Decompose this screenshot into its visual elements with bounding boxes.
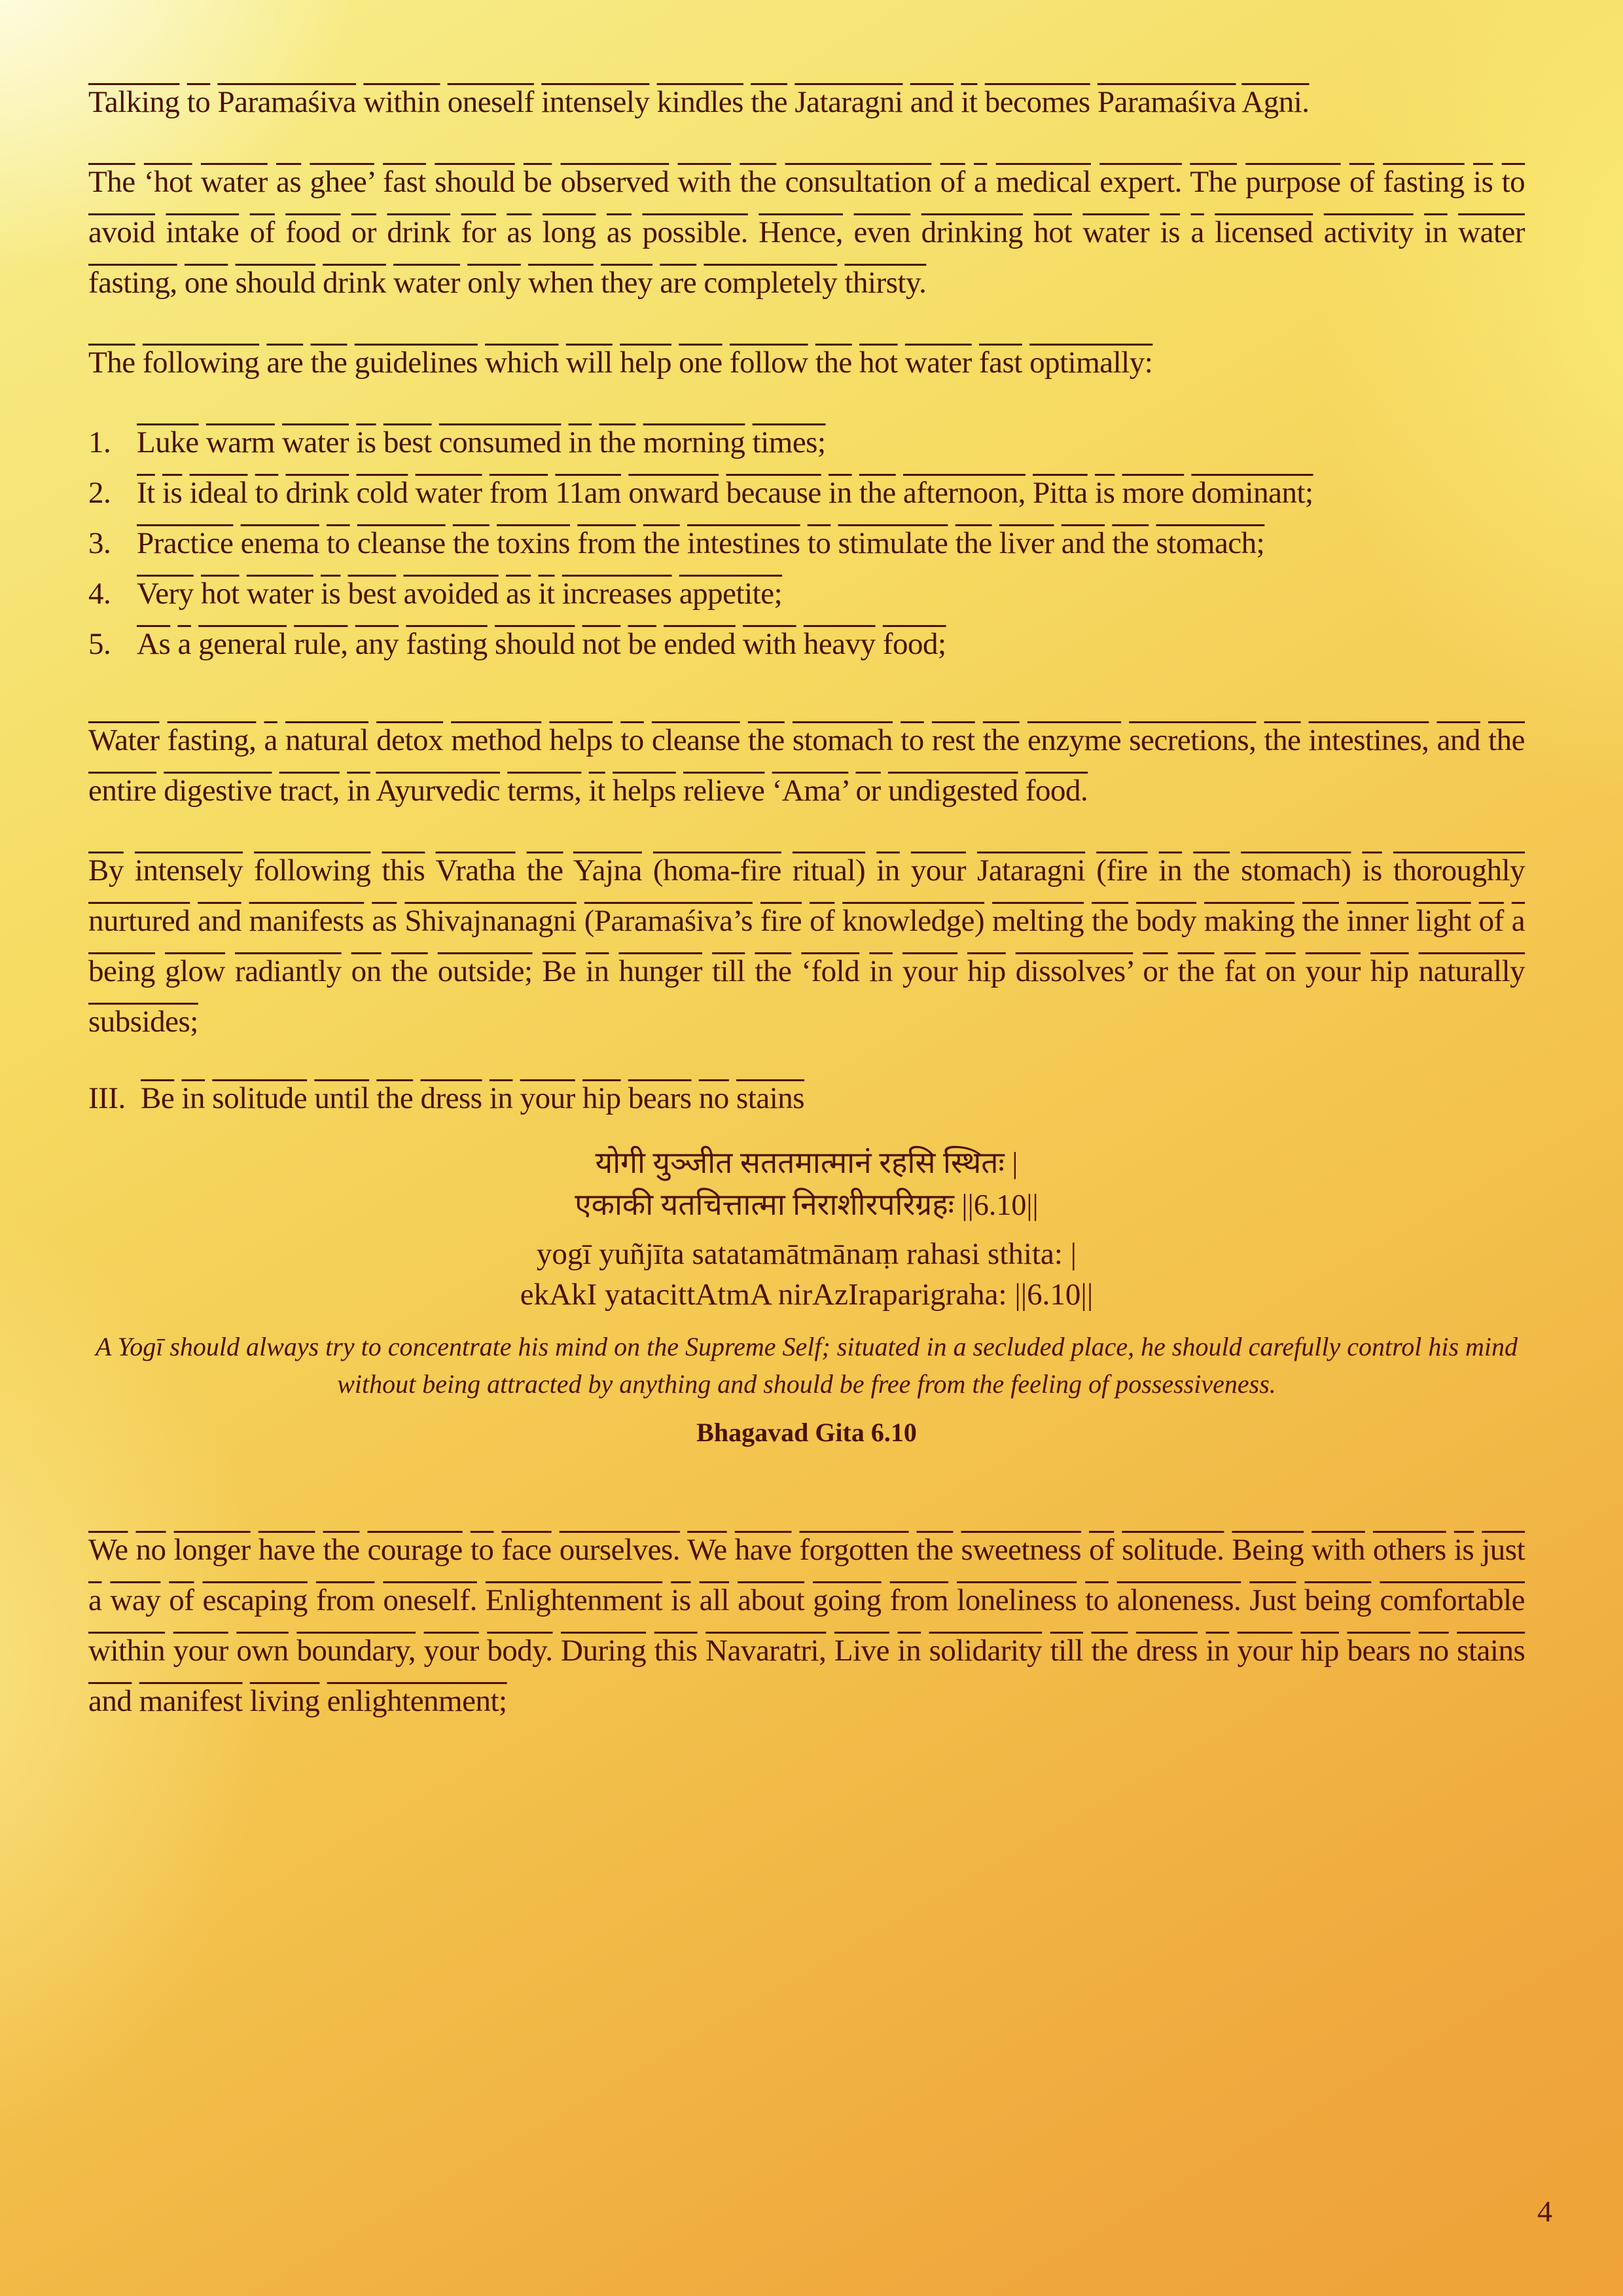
paragraph-guidelines-intro: $\overline{The}$ following $\overline{are}$ $\overline{the}$ guidelines which will help $\overline{one}$ follow $\overline{the}$ $\overline{hot}$ water fast optimally: [88,346,1153,380]
page-content [88,77,1525,1727]
list-item-text: Luke warm water $\overline{is}$ best consumed $\overline{in}$ $\overline{the}$ morning times; [137,425,826,459]
list-item [88,418,1525,468]
paragraph-final: $\overline{We}$ $\overline{no}$ longer have $\overline{the}$ courage $\overline{to}$ face ourselves. $\overline{We}$ have forgotten $\overline{the}$ sweetness $\overline{of}$ solitude. Being with others $\overline{is}$ just $\overline{a}$ $\overline{way}$ $\overline{of}$ escaping from oneself. Enlightenment $\overline{is}$ $\overline{all}$ about going from loneliness $\overline{to}$ aloneness. Just being comfortable within your $\overline{own}$ boundary, your body. During this Navaratri, Live $\overline{in}$ solidarity till $\overline{the}$ dress $\overline{in}$ your $\overline{hip}$ bears $\overline{no}$ stains $\overline{and}$ manifest living enlightenment; [88,1533,1525,1718]
section-heading-numeral: III. [88,1081,126,1115]
list-item-number: 4. [88,577,111,611]
list-item-number: 2. [88,476,111,510]
list-item-text: $\overline{It}$ $\overline{is}$ ideal $\overline{to}$ drink cold water from 11am onward because $\overline{in}$ $\overline{the}$ afternoon, Pitta $\overline{is}$ more dominant; [137,476,1313,510]
transliteration-block [88,1235,1525,1314]
list-item-number: 1. [88,425,111,459]
verse-block [88,1142,1525,1314]
paragraph-vratha: $\overline{By}$ intensely following this Vratha $\overline{the}$ Yajna (homa-fire ritual) $\overline{in}$ your Jataragni (fire $\overline{in}$ $\overline{the}$ stomach) $\overline{is}$ thoroughly nurtured $\overline{and}$ manifests $\overline{as}$ Shivajnanagni (Paramaśiva’s fire $\overline{of}$ knowledge) melting $\overline{the}$ body making $\overline{the}$ inner light $\overline{of}$ $\overline{a}$ being glow radiantly $\overline{on}$ $\overline{the}$ outside; $\overline{Be}$ $\overline{in}$ hunger till $\overline{the}$ ‘fold $\overline{in}$ your $\overline{hip}$ dissolves’ $\overline{or}$ $\overline{the}$ $\overline{fat}$ $\overline{on}$ your $\overline{hip}$ naturally subsides; [88,853,1525,1039]
transliteration-line-2: ekAkI yatacittAtmA nirAzIraparigraha: ||6.10|| [520,1278,1094,1312]
section-heading-solitude [88,1073,1525,1124]
sanskrit-verse-line-1: योगी युञ्जीत सततमात्मानं रहसि स्थितः | [595,1146,1018,1179]
list-item [88,518,1525,569]
verse-translation: A Yogī should always try to concentrate his mind on the Supreme Self; situated in a secluded place, he should carefully control his mind without being attracted by anything and should be free from the feeling of possessiveness. [95,1332,1518,1399]
page-number: 4 [1537,2195,1552,2228]
paragraph-intro: Talking $\overline{to}$ Paramaśiva within oneself intensely kindles $\overline{the}$ Jataragni $\overline{and}$ $\overline{it}$ becomes Paramaśiva Agni. [88,85,1310,119]
section-heading-text: $\overline{Be}$ $\overline{in}$ solitude until $\overline{the}$ dress $\overline{in}$ your $\overline{hip}$ bears $\overline{no}$ stains [141,1081,805,1115]
sanskrit-verse-line-2: एकाकी यतचित्तात्मा निराशीरपरिग्रहः ||6.10|| [575,1188,1039,1221]
list-item-text: Very $\overline{hot}$ water $\overline{is}$ best avoided $\overline{as}$ $\overline{it}$ increases appetite; [137,577,783,611]
list-item-number: 5. [88,627,111,661]
paragraph-hot-water-fast: $\overline{The}$ ‘hot water $\overline{as}$ ghee’ fast should $\overline{be}$ observed with $\overline{the}$ consultation $\overline{of}$ $\overline{a}$ medical expert. $\overline{The}$ purpose $\overline{of}$ fasting $\overline{is}$ $\overline{to}$ avoid intake $\overline{of}$ food $\overline{or}$ drink $\overline{for}$ $\overline{as}$ long $\overline{as}$ possible. Hence, even drinking $\overline{hot}$ water $\overline{is}$ $\overline{a}$ licensed activity $\overline{in}$ water fasting, $\overline{one}$ should drink water only when they $\overline{are}$ completely thirsty. [88,165,1525,300]
list-item-number: 3. [88,526,111,560]
list-item [88,619,1525,670]
verse-source: Bhagavad Gita 6.10 [696,1418,917,1447]
list-item [88,468,1525,518]
list-item-text: Practice enema $\overline{to}$ cleanse $\overline{the}$ toxins from $\overline{the}$ intestines $\overline{to}$ stimulate $\overline{the}$ liver $\overline{and}$ $\overline{the}$ stomach; [137,526,1265,560]
list-item-text: $\overline{As}$ $\overline{a}$ general rule, $\overline{any}$ fasting should $\overline{not}$ $\overline{be}$ ended with heavy food; [137,627,946,661]
guidelines-list [88,418,1525,670]
transliteration-line-1: yogī yuñjīta satatamātmānaṃ rahasi sthita: | [536,1237,1077,1271]
paragraph-water-fasting: Water fasting, $\overline{a}$ natural detox method helps $\overline{to}$ cleanse $\overline{the}$ stomach $\overline{to}$ rest $\overline{the}$ enzyme secretions, $\overline{the}$ intestines, $\overline{and}$ $\overline{the}$ entire digestive tract, $\overline{in}$ Ayurvedic terms, $\overline{it}$ helps relieve ‘Ama’ $\overline{or}$ undigested food. [88,723,1525,808]
list-item [88,569,1525,619]
